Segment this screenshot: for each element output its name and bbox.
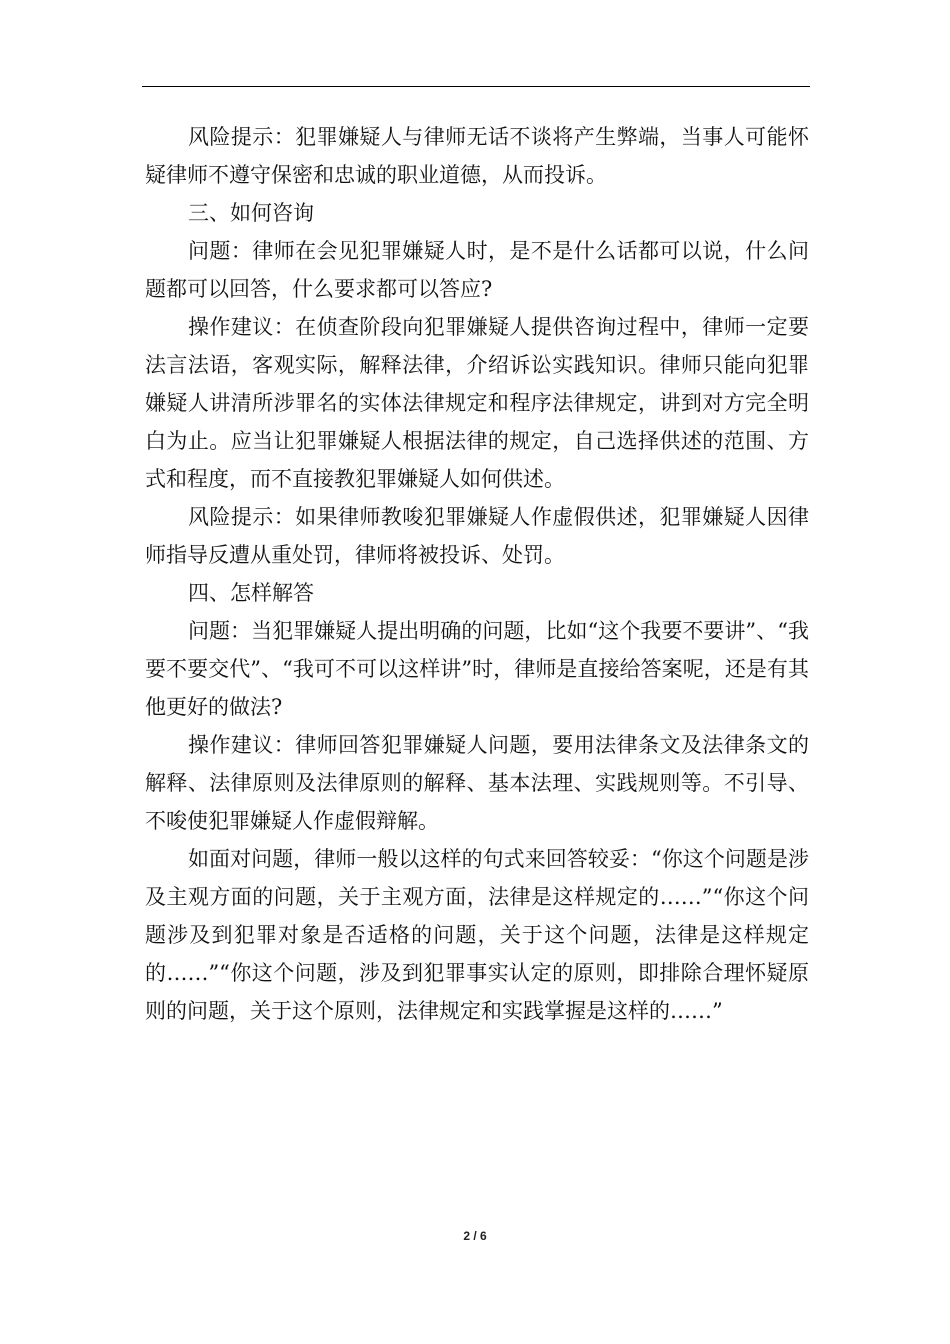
section-heading-answer: 四、怎样解答 [188,581,314,605]
document-body [145,118,809,1030]
paragraph-risk-warning-2: 风险提示：如果律师教唆犯罪嫌疑人作虚假供述，犯罪嫌疑人因律师指导反遭从重处罚，律师将被投诉、处罚。 [145,505,809,567]
paragraph-advice-1: 操作建议：在侦查阶段向犯罪嫌疑人提供咨询过程中，律师一定要法言法语，客观实际，解释法律，介绍诉讼实践知识。律师只能向犯罪嫌疑人讲清所涉罪名的实体法律规定和程序法律规定，讲到对方完全明白为止。应当让犯罪嫌疑人根据法律的规定，自己选择供述的范围、方式和程度，而不直接教犯罪嫌疑人如何供述。 [145,315,809,491]
page-number: 2 / 6 [463,1229,487,1243]
paragraph-question-1: 问题：律师在会见犯罪嫌疑人时，是不是什么话都可以说，什么问题都可以回答，什么要求都可以答应? [145,239,809,301]
header-rule [142,86,810,87]
paragraph-risk-warning-1: 风险提示：犯罪嫌疑人与律师无话不谈将产生弊端，当事人可能怀疑律师不遵守保密和忠诚的职业道德，从而投诉。 [145,125,809,187]
paragraph-question-2: 问题：当犯罪嫌疑人提出明确的问题，比如“这个我要不要讲”、“我要不要交代”、“我可不可以这样讲”时，律师是直接给答案呢，还是有其他更好的做法? [145,619,809,719]
paragraph-example-answers: 如面对问题，律师一般以这样的句式来回答较妥：“你这个问题是涉及主观方面的问题，关于主观方面，法律是这样规定的……”“你这个问题涉及到犯罪对象是否适格的问题，关于这个问题，法律是这样规定的……”“你这个问题，涉及到犯罪事实认定的原则，即排除合理怀疑原则的问题，关于这个原则，法律规定和实践掌握是这样的……” [145,847,809,1023]
paragraph-advice-2: 操作建议：律师回答犯罪嫌疑人问题，要用法律条文及法律条文的解释、法律原则及法律原则的解释、基本法理、实践规则等。不引导、不唆使犯罪嫌疑人作虚假辩解。 [145,733,809,833]
section-heading-consult: 三、如何咨询 [188,201,314,225]
